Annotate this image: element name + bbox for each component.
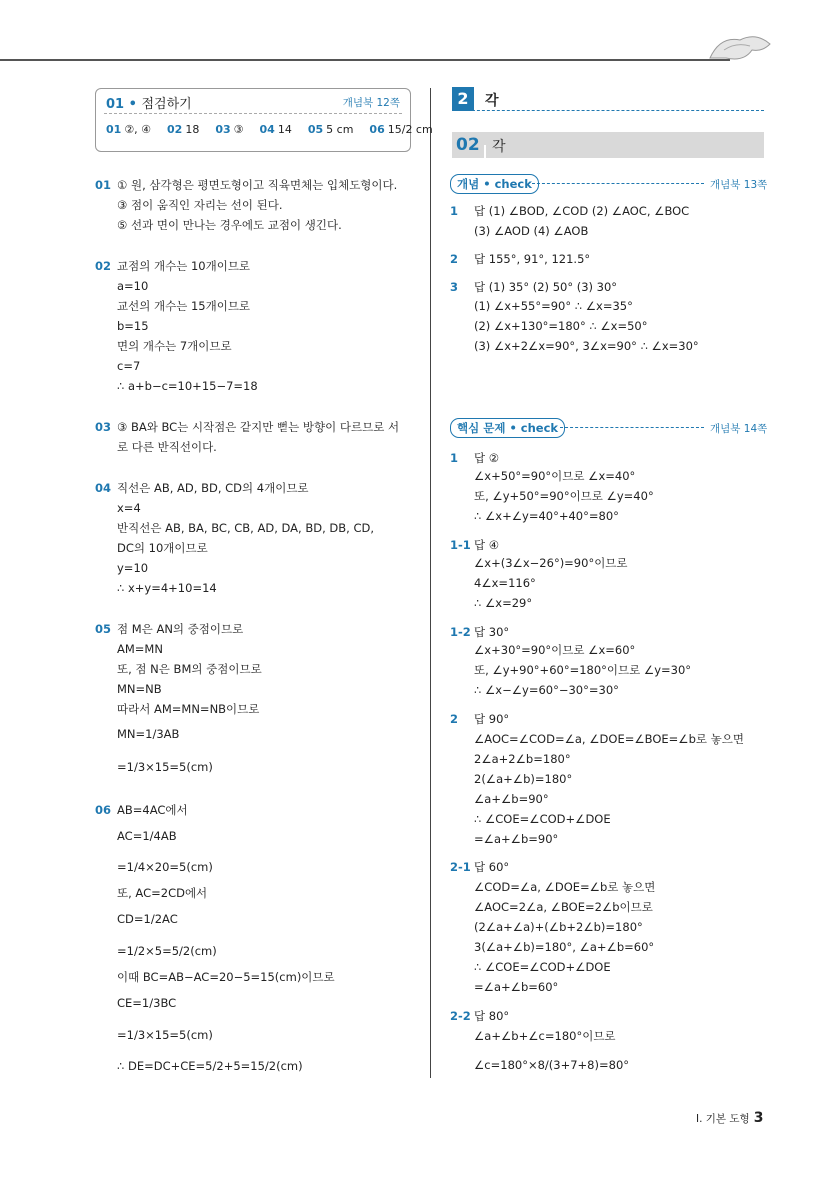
solution-line: 또, AC=2CD에서 <box>117 886 208 900</box>
problem-number: 1-2 <box>450 625 471 639</box>
check-box-answer <box>167 123 199 136</box>
solution-line: ∠x+(3∠x−26°)=90°이므로 <box>474 556 628 570</box>
solution-line: ③ BA와 BC는 시작점은 같지만 뻗는 방향이 다르므로 서 <box>117 420 400 434</box>
core-check-line <box>560 427 704 428</box>
solution-line: AC=1/4AB <box>117 829 177 843</box>
problem-number: 1 <box>450 204 459 218</box>
check-box-answer-value: ②, ④ <box>124 123 152 136</box>
solution-line: a=10 <box>117 279 149 293</box>
chapter-title: 각 <box>492 139 506 155</box>
check-box-answer-num: 06 <box>369 123 385 136</box>
solution-line: CD=1/2AC <box>117 912 178 926</box>
solution-line: ∴ a+b−c=10+15−7=18 <box>117 379 258 393</box>
solution-line: ∴ ∠x=29° <box>474 596 533 610</box>
column-divider <box>430 88 431 1078</box>
solution-line: =1/2×5=5/2(cm) <box>117 944 217 958</box>
problem-number: 1 <box>450 451 459 465</box>
solution-line: AM=MN <box>117 642 163 656</box>
solution-line: 2(∠a+∠b)=180° <box>474 772 573 786</box>
problem-number: 03 <box>95 420 112 434</box>
solution-line: ⑤ 선과 면이 만나는 경우에도 교점이 생긴다. <box>117 218 342 232</box>
chapter-number: 02 <box>456 135 480 155</box>
page-footer <box>696 1110 763 1126</box>
solution-line: ∴ ∠x+∠y=40°+40°=80° <box>474 509 619 523</box>
solution-line: ∴ ∠COE=∠COD+∠DOE <box>474 812 611 826</box>
solution-line: 답 60° <box>474 860 510 874</box>
problem-number: 1-1 <box>450 538 471 552</box>
check-box-answer-value: 14 <box>277 123 292 136</box>
solution-line: 2∠a+2∠b=180° <box>474 752 571 766</box>
solution-line: 답 90° <box>474 712 510 726</box>
problem-number: 2-1 <box>450 860 471 874</box>
solution-line: 답 30° <box>474 625 510 639</box>
solution-line: x=4 <box>117 501 141 515</box>
problem-number: 05 <box>95 622 112 636</box>
solution-line: 답 (1) ∠BOD, ∠COD (2) ∠AOC, ∠BOC <box>474 204 690 218</box>
check-box-answer-value: ③ <box>233 123 244 136</box>
solution-line: ∴ DE=DC+CE=5/2+5=15/2(cm) <box>117 1059 303 1073</box>
problem-number: 01 <box>95 178 112 192</box>
concept-check-ref: 개념북 13쪽 <box>710 179 768 191</box>
solution-line: ∠x+30°=90°이므로 ∠x=60° <box>474 643 636 657</box>
solution-line: =∠a+∠b=90° <box>474 832 559 846</box>
solution-line: (3) ∠AOD (4) ∠AOB <box>474 224 589 238</box>
solution-line: ∴ ∠COE=∠COD+∠DOE <box>474 960 611 974</box>
solution-line: ∠x+50°=90°이므로 ∠x=40° <box>474 469 636 483</box>
solution-line: MN=NB <box>117 682 162 696</box>
section-underline <box>452 110 764 111</box>
solution-line: =1/4×20=5(cm) <box>117 860 213 874</box>
solution-line: 면의 개수는 7개이므로 <box>117 339 232 353</box>
check-box-answer-num: 03 <box>215 123 231 136</box>
solution-line: 반직선은 AB, BA, BC, CB, AD, DA, BD, DB, CD, <box>117 521 375 535</box>
solution-line: AB=4AC에서 <box>117 803 188 817</box>
solution-line: ③ 점이 움직인 자리는 선이 된다. <box>117 198 283 212</box>
solution-line: CE=1/3BC <box>117 996 177 1010</box>
check-box-ref: 개념북 12쪽 <box>342 97 400 109</box>
solution-line: =∠a+∠b=60° <box>474 980 559 994</box>
top-rule <box>0 59 730 61</box>
check-box-answer <box>106 123 151 136</box>
decoration-icon <box>706 28 774 66</box>
solution-line: 답 (1) 35° (2) 50° (3) 30° <box>474 280 618 294</box>
chapter-separator <box>484 145 486 159</box>
check-box-answer <box>369 123 432 136</box>
solution-line: ∠AOC=2∠a, ∠BOE=2∠b이므로 <box>474 900 653 914</box>
section-title: 각 <box>485 93 499 109</box>
problem-number: 06 <box>95 803 112 817</box>
solution-line: 점 M은 AN의 중점이므로 <box>117 622 244 636</box>
check-box-title: 01 • 점검하기 <box>106 97 192 112</box>
check-box-answer-num: 05 <box>307 123 324 136</box>
concept-check-line <box>532 183 704 184</box>
check-box <box>95 88 433 152</box>
check-box-answer-value: 18 <box>185 123 200 136</box>
check-box-answer-num: 04 <box>259 123 275 136</box>
solution-line: 따라서 AM=MN=NB이므로 <box>117 702 260 716</box>
solution-line: DC의 10개이므로 <box>117 541 208 555</box>
solution-line: 또, ∠y+50°=90°이므로 ∠y=40° <box>474 489 654 503</box>
chapter-bar <box>452 132 764 158</box>
solution-line: ① 원, 삼각형은 평면도형이고 직육면체는 입체도형이다. <box>117 178 398 192</box>
solution-line: (3) ∠x+2∠x=90°, 3∠x=90° ∴ ∠x=30° <box>474 339 699 353</box>
check-box-answer-value: 15/2 cm <box>387 123 433 136</box>
problem-number: 2 <box>450 712 459 726</box>
check-box-answer <box>260 123 292 136</box>
solution-line: 또, ∠y+90°+60°=180°이므로 ∠y=30° <box>474 663 692 677</box>
check-box-answer-value: 5 cm <box>326 123 354 136</box>
check-box-answers <box>106 123 433 136</box>
solution-line: ∴ ∠x−∠y=60°−30°=30° <box>474 683 619 697</box>
solution-line: (2) ∠x+130°=180° ∴ ∠x=50° <box>474 319 648 333</box>
solution-line: 또, 점 N은 BM의 중점이므로 <box>117 662 262 676</box>
solution-line: 로 다른 반직선이다. <box>117 440 217 454</box>
page-number: 3 <box>753 1110 764 1126</box>
core-check-label: 핵심 문제 • check <box>450 418 565 438</box>
solution-line: ∠AOC=∠COD=∠a, ∠DOE=∠BOE=∠b로 놓으면 <box>474 732 745 746</box>
check-box-answer-num: 01 <box>106 123 122 136</box>
problem-number: 2 <box>450 252 459 266</box>
solution-line: =1/3×15=5(cm) <box>117 760 213 774</box>
check-box-divider <box>104 113 402 114</box>
solution-line: y=10 <box>117 561 149 575</box>
problem-number: 3 <box>450 280 459 294</box>
solution-line: ∠a+∠b=90° <box>474 792 549 806</box>
solution-line: MN=1/3AB <box>117 727 180 741</box>
solution-line: ∴ x+y=4+10=14 <box>117 581 217 595</box>
solution-line: 교점의 개수는 10개이므로 <box>117 259 251 273</box>
solution-line: ∠a+∠b+∠c=180°이므로 <box>474 1029 616 1043</box>
solution-line: 3(∠a+∠b)=180°, ∠a+∠b=60° <box>474 940 655 954</box>
solution-line: 직선은 AB, AD, BD, CD의 4개이므로 <box>117 481 309 495</box>
solution-line: 답 ② <box>474 451 500 465</box>
solution-line: c=7 <box>117 359 141 373</box>
solution-line: ∠COD=∠a, ∠DOE=∠b로 놓으면 <box>474 880 656 894</box>
section-number: 2 <box>452 87 474 111</box>
concept-check-label: 개념 • check <box>450 174 539 194</box>
solution-line: 답 ④ <box>474 538 500 552</box>
solution-line: 교선의 개수는 15개이므로 <box>117 299 251 313</box>
solution-line: ∠c=180°×8/(3+7+8)=80° <box>474 1058 630 1072</box>
solution-line: 답 155°, 91°, 121.5° <box>474 252 591 266</box>
check-box-answer <box>215 123 243 136</box>
footer-label: Ⅰ. 기본 도형 <box>696 1113 750 1125</box>
solution-line: 4∠x=116° <box>474 576 536 590</box>
problem-number: 04 <box>95 481 112 495</box>
problem-number: 02 <box>95 259 112 273</box>
check-box-answer-num: 02 <box>167 123 183 136</box>
problem-number: 2-2 <box>450 1009 471 1023</box>
solution-line: =1/3×15=5(cm) <box>117 1028 213 1042</box>
check-box-answer <box>308 123 354 136</box>
solution-line: (2∠a+∠a)+(∠b+2∠b)=180° <box>474 920 643 934</box>
solution-line: b=15 <box>117 319 149 333</box>
core-check-ref: 개념북 14쪽 <box>710 423 768 435</box>
solution-line: 답 80° <box>474 1009 510 1023</box>
solution-line: 이때 BC=AB−AC=20−5=15(cm)이므로 <box>117 970 335 984</box>
solution-line: (1) ∠x+55°=90° ∴ ∠x=35° <box>474 299 633 313</box>
